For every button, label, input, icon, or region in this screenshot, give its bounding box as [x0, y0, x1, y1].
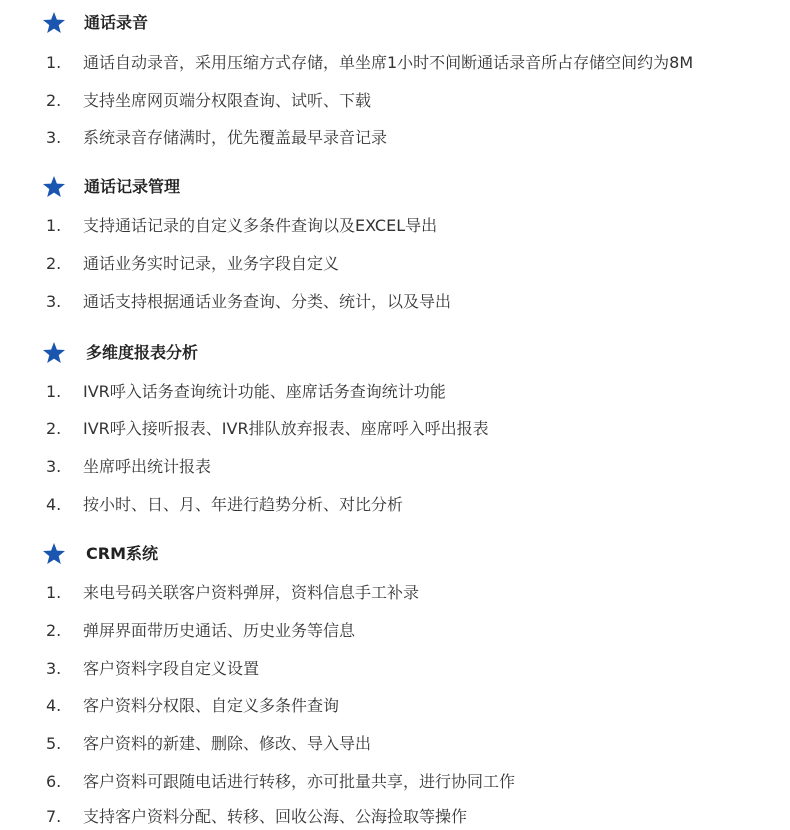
- item-text: 坐席呼出统计报表: [83, 457, 212, 476]
- section-title: CRM系统: [86, 544, 158, 563]
- item-number: 2.: [46, 621, 62, 640]
- item-text: 按小时、日、月、年进行趋势分析、对比分析: [83, 495, 404, 514]
- item-text: 来电号码关联客户资料弹屏，资料信息手工补录: [83, 583, 420, 602]
- item-number: 2.: [46, 419, 62, 438]
- item-number: 1.: [46, 216, 62, 235]
- item-number: 6.: [46, 772, 62, 791]
- item-text: 客户资料可跟随电话进行转移，亦可批量共享，进行协同工作: [83, 772, 516, 791]
- list-item: [0, 582, 790, 606]
- list-item: [0, 695, 790, 719]
- item-text: IVR呼入接听报表、IVR排队放弃报表、座席呼入呼出报表: [83, 419, 489, 438]
- star-icon: [42, 341, 66, 365]
- section-heading: [0, 340, 790, 368]
- list-item: [0, 215, 790, 239]
- section-heading: [0, 541, 790, 569]
- section-title: 多维度报表分析: [86, 343, 199, 362]
- item-number: 5.: [46, 734, 62, 753]
- item-number: 2.: [46, 254, 62, 273]
- list-item: [0, 456, 790, 480]
- section-call-recording: [0, 10, 790, 147]
- item-number: 3.: [46, 128, 62, 147]
- list-item: [0, 127, 790, 151]
- list-item: [0, 806, 790, 830]
- section-heading: [0, 10, 790, 38]
- item-text: 支持通话记录的自定义多条件查询以及EXCEL导出: [83, 216, 438, 235]
- star-icon: [42, 542, 66, 566]
- list-item: [0, 494, 790, 518]
- list-item: [0, 90, 790, 114]
- item-text: 客户资料字段自定义设置: [83, 659, 260, 678]
- section-report-analysis: [0, 340, 790, 514]
- item-number: 1.: [46, 382, 62, 401]
- star-icon: [42, 175, 66, 199]
- list-item: [0, 771, 790, 795]
- section-heading: [0, 174, 790, 202]
- item-number: 4.: [46, 696, 62, 715]
- item-number: 2.: [46, 91, 62, 110]
- list-item: [0, 253, 790, 277]
- item-text: 系统录音存储满时，优先覆盖最早录音记录: [83, 128, 388, 147]
- section-title: 通话录音: [84, 13, 149, 32]
- section-title: 通话记录管理: [84, 177, 181, 196]
- item-number: 3.: [46, 659, 62, 678]
- item-text: 支持客户资料分配、转移、回收公海、公海捡取等操作: [83, 807, 468, 826]
- list-item: [0, 381, 790, 405]
- item-text: 客户资料分权限、自定义多条件查询: [83, 696, 340, 715]
- list-item: [0, 620, 790, 644]
- item-text: 通话支持根据通话业务查询、分类、统计，以及导出: [83, 292, 452, 311]
- item-number: 4.: [46, 495, 62, 514]
- list-item: [0, 658, 790, 682]
- list-item: [0, 733, 790, 757]
- item-number: 3.: [46, 457, 62, 476]
- list-item: [0, 418, 790, 442]
- item-text: 弹屏界面带历史通话、历史业务等信息: [83, 621, 356, 640]
- item-number: 7.: [46, 807, 62, 826]
- item-number: 3.: [46, 292, 62, 311]
- item-text: 支持坐席网页端分权限查询、试听、下载: [83, 91, 372, 110]
- section-call-records: [0, 174, 790, 311]
- item-text: IVR呼入话务查询统计功能、座席话务查询统计功能: [83, 382, 446, 401]
- list-item: [0, 291, 790, 315]
- section-crm: [0, 541, 790, 826]
- star-icon: [42, 11, 66, 35]
- item-text: 通话业务实时记录，业务字段自定义: [83, 254, 340, 273]
- item-text: 客户资料的新建、删除、修改、导入导出: [83, 734, 372, 753]
- item-number: 1.: [46, 583, 62, 602]
- list-item: [0, 52, 790, 76]
- item-number: 1.: [46, 53, 62, 72]
- item-text: 通话自动录音，采用压缩方式存储，单坐席1小时不间断通话录音所占存储空间约为8M: [83, 53, 694, 72]
